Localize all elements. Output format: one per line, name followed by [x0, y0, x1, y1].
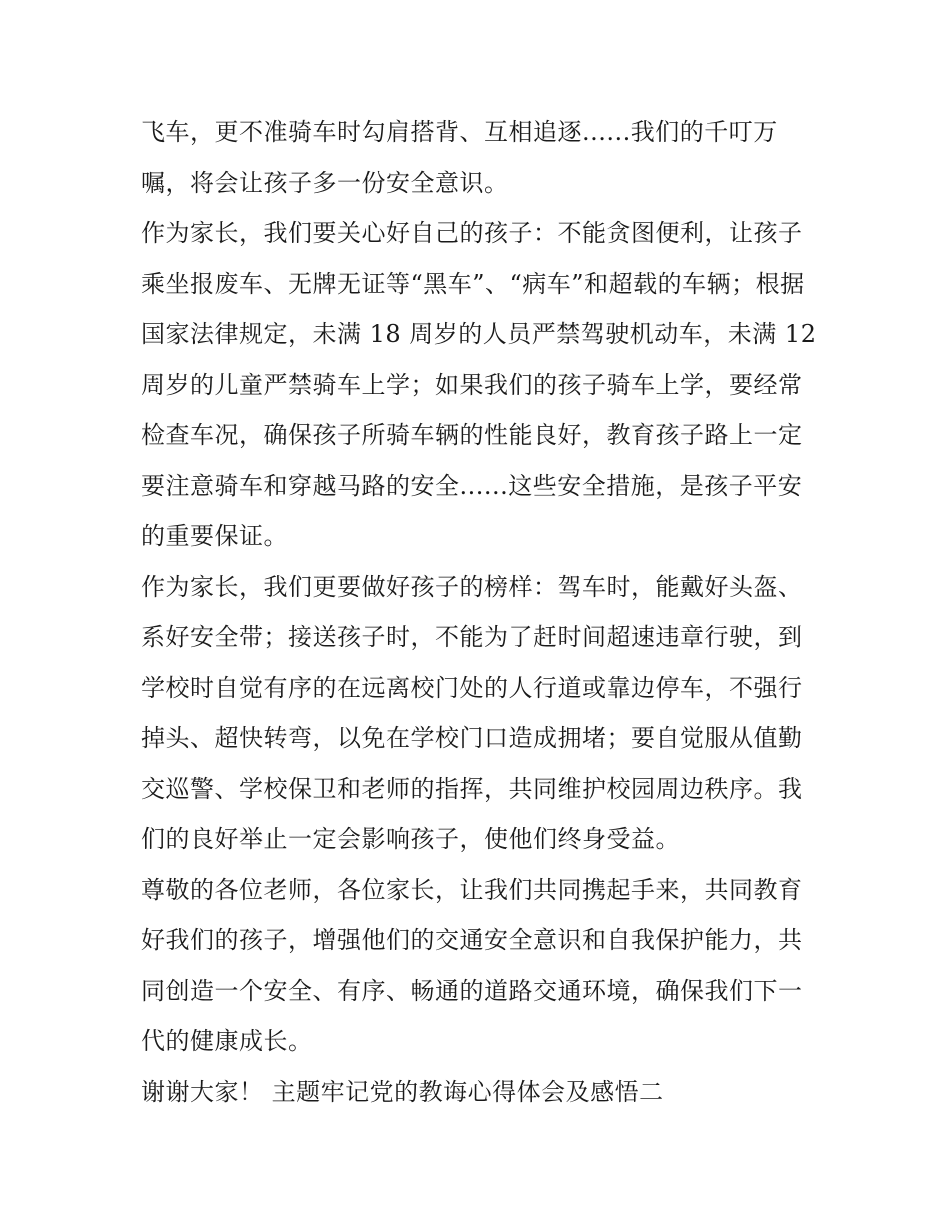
text-line: 掉头、超快转弯，以免在学校门口造成拥堵；要自觉服从值勤	[141, 724, 803, 752]
text-line: 乘坐报废车、无牌无证等“黑车”、“病车”和超载的车辆；根据	[141, 269, 805, 298]
text-line: 们的良好举止一定会影响孩子，使他们终身受益。	[141, 825, 680, 853]
text-line: 好我们的孩子，增强他们的交通安全意识和自我保护能力，共	[141, 926, 803, 954]
text-line: 要注意骑车和穿越马路的安全......这些安全措施，是孩子平安	[141, 471, 803, 500]
text-line: 飞车，更不准骑车时勾肩搭背、互相追逐......我们的千叮万	[141, 118, 778, 146]
text-line: 作为家长，我们更要做好孩子的榜样：驾车时，能戴好头盔、	[141, 572, 803, 601]
text-line: 代的健康成长。	[141, 1027, 313, 1055]
text-line: 嘱，将会让孩子多一份安全意识。	[141, 168, 509, 197]
text-line: 的重要保证。	[141, 522, 288, 550]
text-line: 作为家长，我们要关心好自己的孩子：不能贪图便利，让孩子	[141, 219, 803, 247]
document-body	[141, 107, 821, 1117]
text-line: 谢谢大家！ 主题牢记党的教诲心得体会及感悟二	[141, 1077, 664, 1106]
text-line: 国家法律规定，未满 18 周岁的人员严禁驾驶机动车，未满 12	[141, 320, 817, 348]
text-line: 系好安全带；接送孩子时，不能为了赶时间超速违章行驶，到	[141, 623, 803, 651]
text-line: 检查车况，确保孩子所骑车辆的性能良好，教育孩子路上一定	[141, 421, 803, 449]
text-line: 同创造一个安全、有序、畅通的道路交通环境，确保我们下一	[141, 976, 803, 1005]
text-line: 周岁的儿童严禁骑车上学；如果我们的孩子骑车上学，要经常	[141, 370, 803, 399]
text-line: 尊敬的各位老师，各位家长，让我们共同携起手来，共同教育	[141, 875, 803, 904]
text-line: 学校时自觉有序的在远离校门处的人行道或靠边停车，不强行	[141, 673, 803, 702]
text-line: 交巡警、学校保卫和老师的指挥，共同维护校园周边秩序。我	[141, 774, 803, 803]
